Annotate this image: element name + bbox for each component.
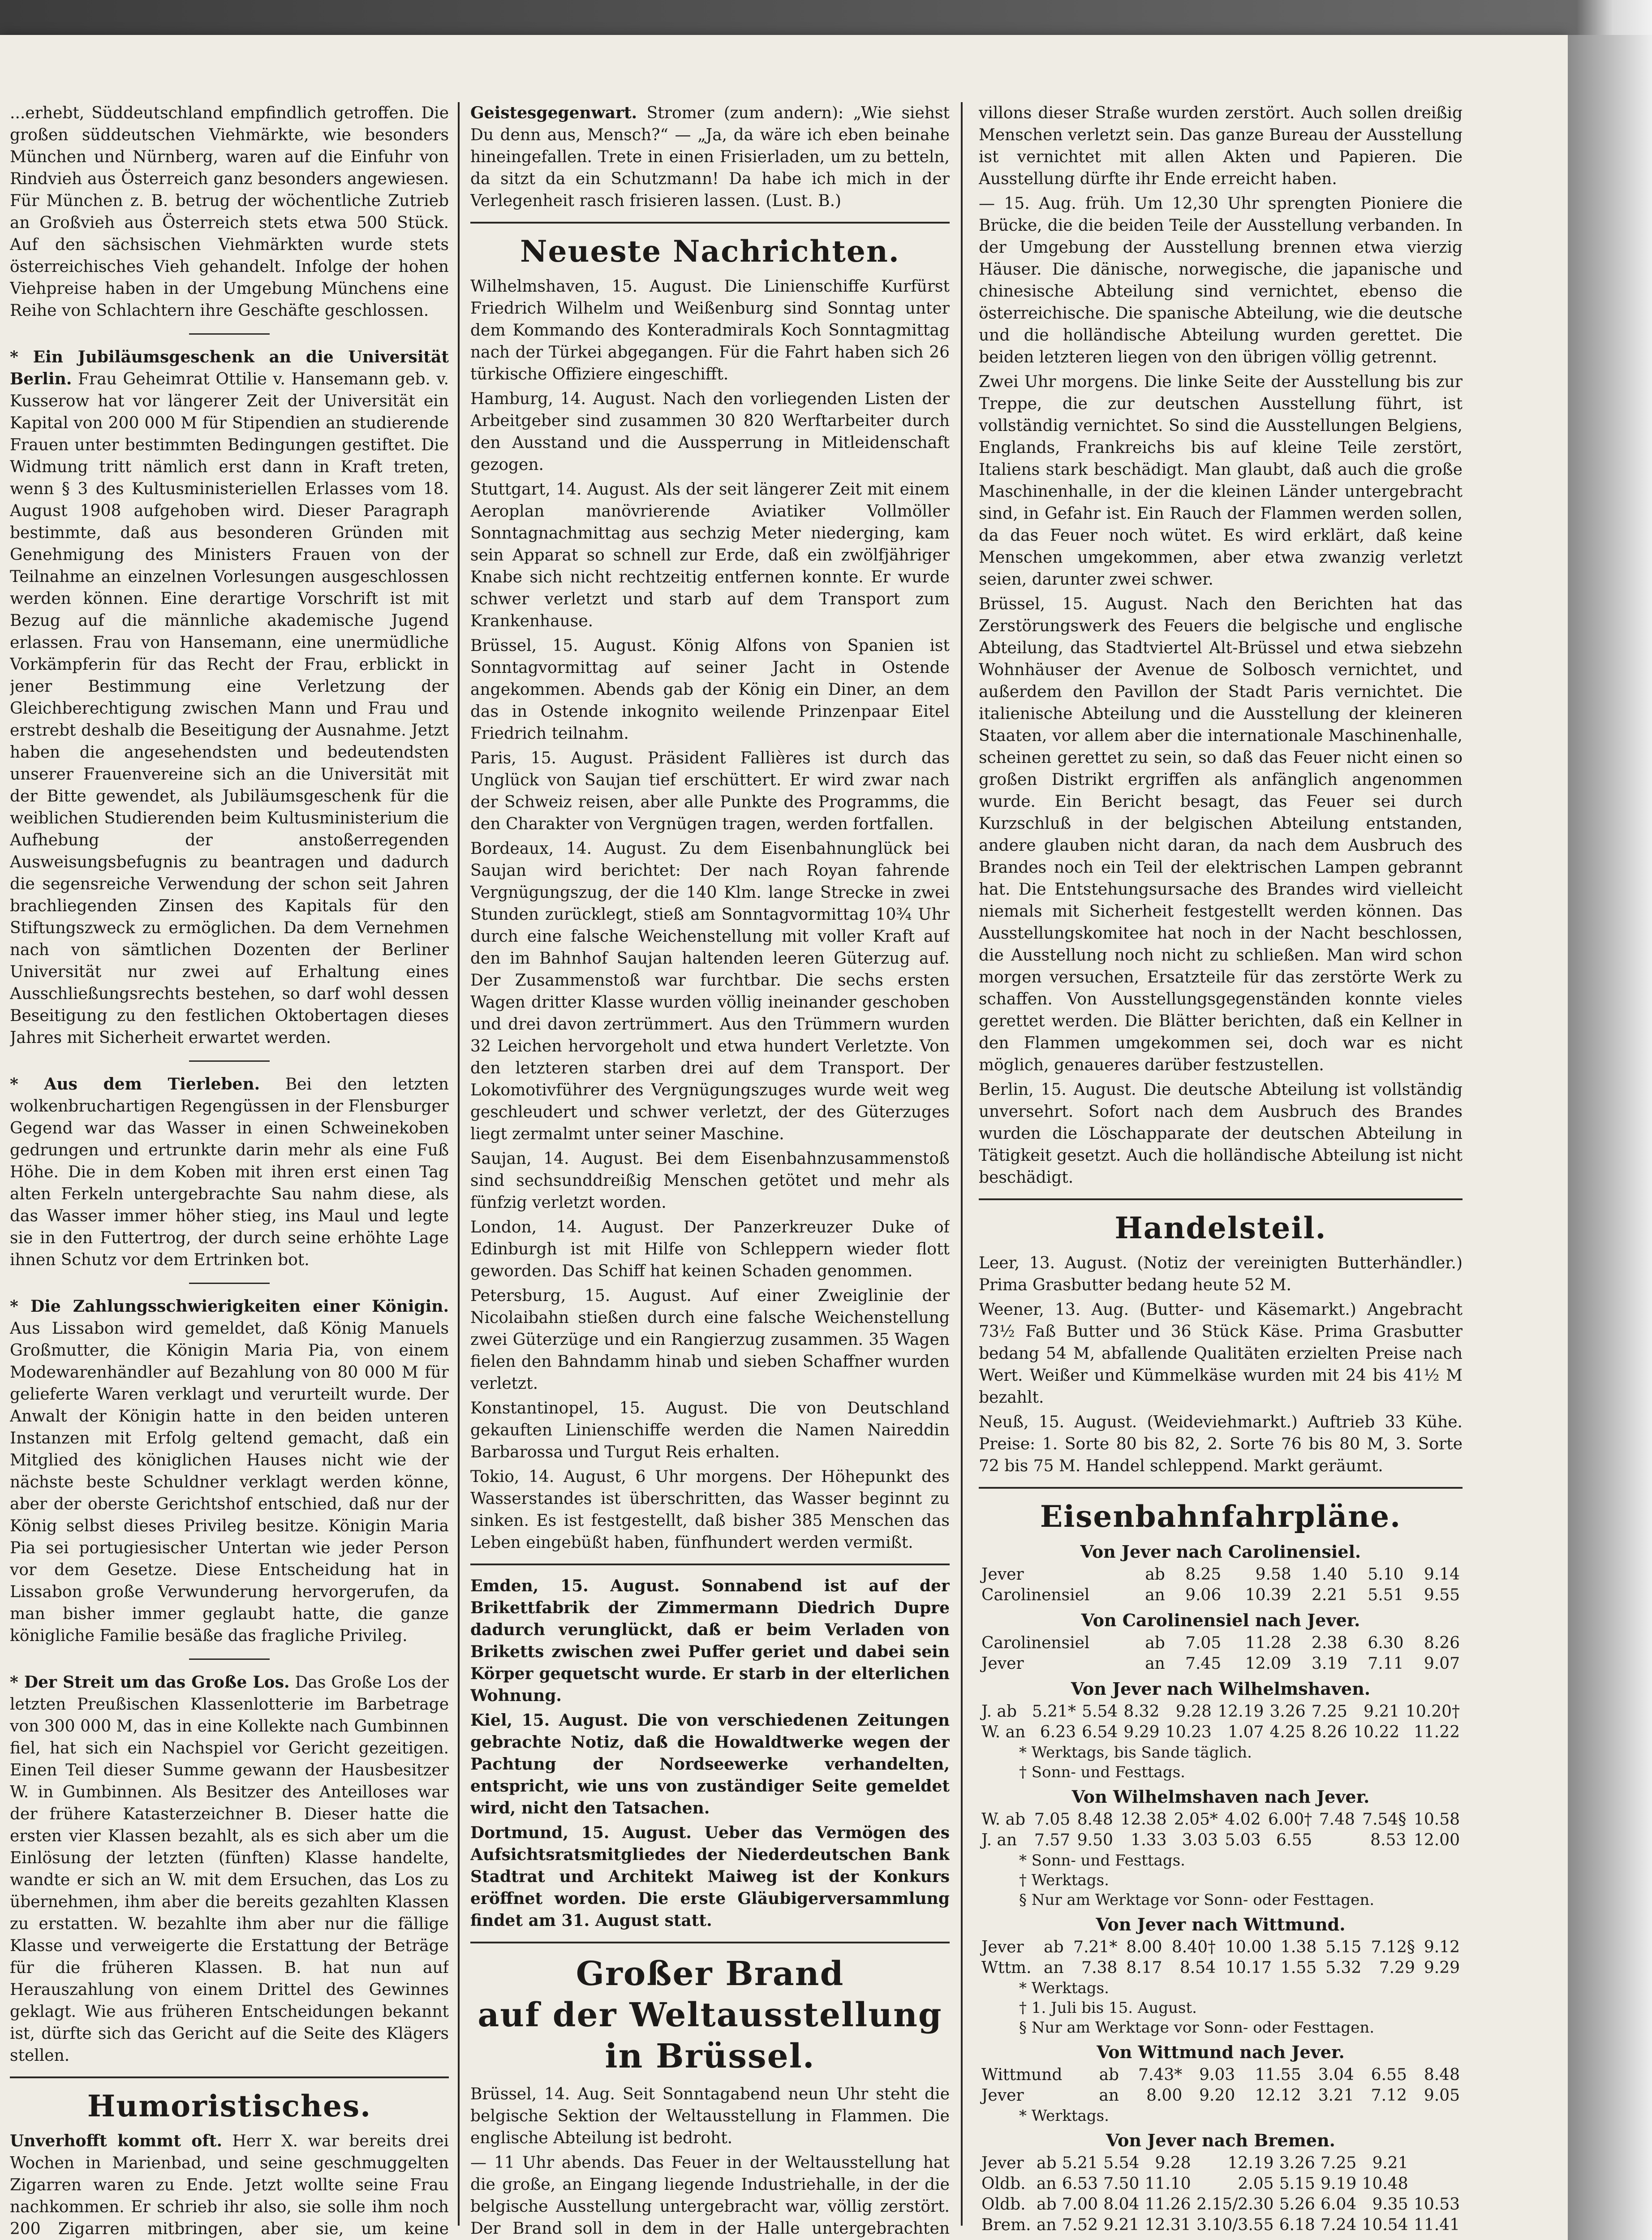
newspaper-page: [0, 35, 1568, 2240]
brand-report-continued: villons dieser Straße wurden zerstört. Auch sollen dreißig Menschen verletzt sein. Das ganze Bureau der Ausstellung ist vernichtet mit allen Akten und Papieren. Die Ausstellung dürfte ihr Ende erreicht haben.: [979, 104, 1463, 188]
timetable-cell: an: [1036, 2216, 1057, 2234]
bold-news-item: Emden, 15. August. Sonnabend ist auf der Brikettfabrik der Zimmermann Diedrich Dupre dadurch verunglückt, daß er beim Verladen von Briketts zwischen zwei Puffer geriet und dabei sein Körper gequetscht wurde. Er starb in der elterlichen Wohnung.: [470, 1577, 950, 1705]
news-item: Konstantinopel, 15. August. Die von Deutschland gekauften Linienschiffe werden die Namen Naireddin Barbarossa und Turgut Reis erhalten.: [470, 1399, 950, 1461]
timetable-cell: ab: [1037, 2154, 1057, 2172]
timetable-cell: 10.58: [1413, 1810, 1460, 1829]
timetable-cell: ab: [1145, 1565, 1165, 1584]
timetable: [979, 1937, 1463, 1978]
timetable-cell: Carolinensiel: [981, 1634, 1090, 1652]
market-report: Neuß, 15. August. (Weideviehmarkt.) Auftrieb 33 Kühe. Preise: 1. Sorte 80 bis 82, 2. Sorte 76 bis 80 M, 3. Sorte 72 bis 75 M. Handel schleppend. Markt geräumt.: [979, 1413, 1463, 1475]
timetable-note: † 1. Juli bis 15. August.: [1019, 1999, 1197, 2017]
timetable-row: [979, 1809, 1463, 1830]
timetable-title: Von Carolinensiel nach Jever.: [1081, 1610, 1360, 1630]
separator: [189, 1658, 270, 1660]
timetable-cell: 2.21: [1312, 1586, 1348, 1604]
headline-brand-line2: auf der Weltausstellung in Brüssel.: [478, 1996, 942, 2076]
timetable-note: § Nur am Werktage vor Sonn- oder Festtagen.: [1019, 2019, 1375, 2037]
timetable-title: Von Jever nach Bremen.: [1106, 2130, 1335, 2150]
timetable-cell: J. ab: [981, 1702, 1017, 1721]
news-item: Saujan, 14. August. Bei dem Eisenbahnzusammenstoß sind sechsunddreißig Menschen getötet und mehr als fünfzig verletzt worden.: [470, 1150, 950, 1212]
timetable-cell: 7.12: [1371, 2086, 1407, 2105]
timetable-cell: Brem.: [981, 2216, 1031, 2234]
timetable-cell: 9.05: [1424, 2086, 1460, 2105]
timetable-row: [979, 2194, 1463, 2215]
timetable-row: [979, 2153, 1463, 2174]
timetable-cell: 9.29: [1424, 1959, 1460, 1977]
timetable-cell: 9.12: [1424, 1938, 1460, 1956]
timetable-cell: 5.15: [1279, 2175, 1315, 2193]
timetable-cell: 5.03: [1225, 1831, 1261, 1849]
timetable-cell: 4.25: [1269, 1723, 1306, 1741]
market-report: Leer, 13. August. (Notiz der vereinigten Butterhändler.) Prima Grasbutter bedang heute 52 M.: [979, 1254, 1463, 1294]
timetable-row: [979, 1702, 1463, 1722]
timetable-cell: 5.21*: [1032, 1702, 1076, 1721]
timetable-cell: 6.30: [1368, 1634, 1404, 1652]
timetable-cell: 9.20: [1199, 2086, 1235, 2105]
timetable-cell: 7.43*: [1138, 2066, 1183, 2084]
timetable-cell: 7.00: [1062, 2195, 1098, 2214]
timetable-cell: ab: [1037, 2195, 1057, 2214]
timetable-cell: 6.00†: [1268, 1810, 1312, 1829]
timetable-cell: Oldb.: [981, 2175, 1026, 2193]
timetable-cell: Wittmund: [981, 2066, 1063, 2084]
timetable-cell: 7.54§: [1362, 1810, 1407, 1829]
timetable-cell: 1.33: [1131, 1831, 1167, 1849]
timetable-note: * Werktags.: [1019, 1979, 1109, 1997]
timetable: [979, 2065, 1463, 2106]
timetable-cell: 6.23: [1040, 1723, 1076, 1741]
brand-report-continued: — 15. Aug. früh. Um 12,30 Uhr sprengten Pioniere die Brücke, die die beiden Teile der Ausstellung verbanden. In der Umgebung der Ausstellung brennen etwa vierzig Häuser. Die dänische, norwegische, die japanische und chinesische Abteilung sind vernichtet, ebenso die österreichische. Die spanische Abteilung, wie die deutsche und die holländische Abteilung wurden gerettet. Die beiden letzteren liegen von den übrigen völlig getrennt.: [979, 194, 1463, 366]
timetable-cell: 11.22: [1413, 1723, 1460, 1741]
timetable-cell: 12.31: [1144, 2216, 1191, 2234]
timetable-cell: 3.10/3.55: [1196, 2216, 1274, 2234]
timetable-cell: 7.24: [1321, 2216, 1357, 2234]
timetable-cell: 7.57: [1034, 1831, 1071, 1849]
timetable-cell: 9.21: [1372, 2154, 1408, 2172]
timetable-row: [979, 1830, 1463, 1851]
timetable-note: * Werktags.: [1019, 2107, 1109, 2125]
timetable-cell: 11.41: [1413, 2216, 1460, 2234]
article-grosses-los: * Der Streit um das Große Los. Das Große Los der letzten Preußischen Klassenlotterie im Barbetrage von 300 000 M, das in eine Kollekte nach Gumbinnen fiel, hat sich ein Nachspiel vor Gericht gezeitigen. Einen Teil dieser Summe gewann der Hausbesitzer W. in Gumbinnen. Als Besitzer des Anteilloses war der frühere Katasterzeichner B. Dieser hatte die ersten vier Klassen bezahlt, als es sich aber um die Einlösung der letzten (fünften) Klasse handelte, wandte er sich an W. mit dem Ersuchen, das Los zu übernehmen, ihm aber die bereits gezahlten Klassen zu erstatten. W. bezahlte ihm aber nur die fällige Klasse und verweigerte die Erstattung der Beträge für die früheren Klassen. B. hat nun auf Herauszahlung von einem Drittel des Gewinnes geklagt. Wie aus früheren Entscheidungen bekannt ist, dürfte sich das Gericht auf die Seite des Klägers stellen.: [10, 1673, 449, 2065]
timetable-row: [979, 1937, 1463, 1958]
timetable-cell: 11.10: [1144, 2175, 1191, 2193]
timetable-cell: 7.48: [1319, 1810, 1355, 1829]
section-rule: [979, 1198, 1463, 1200]
news-item: London, 14. August. Der Panzerkreuzer Duke of Edinburgh ist mit Hilfe von Schleppern wieder flott geworden. Das Schiff hat keinen Schaden genommen.: [470, 1218, 950, 1280]
timetable-cell: 5.54: [1103, 2154, 1140, 2172]
timetable-title: Von Jever nach Carolinensiel.: [1080, 1542, 1361, 1562]
timetable-cell: 8.40†: [1171, 1938, 1216, 1956]
column-rule-2: [961, 102, 963, 2226]
timetable-cell: an: [1145, 1654, 1165, 1673]
timetable-cell: ab: [1145, 1634, 1165, 1652]
timetable-note: * Sonn- und Festtags.: [1019, 1852, 1185, 1870]
timetable-cell: an: [1044, 1959, 1064, 1977]
timetable-cell: 5.54: [1082, 1702, 1118, 1721]
timetable-cell: 8.26: [1311, 1723, 1347, 1741]
brand-report-continued: Brüssel, 15. August. Nach den Berichten hat das Zerstörungswerk des Feuers die belgische und englische Abteilung, das Stadtviertel Alt-Brüssel und etwa siebzehn Wohnhäuser der Avenue de Solbosch vernichtet, und außerdem den Pavillon der Stadt Paris vernichtet. Die italienische Abteilung und die Ausstellung der kleineren Staaten, vor allem aber die internationale Maschinenhalle, scheinen gerettet zu sein, so daß das Feuer nicht einen so großen Distrikt ergriffen als anfänglich angenommen wurde. Ein Bericht besagt, das Feuer sei durch Kurzschluß in der belgischen Abteilung entstanden, andere glauben nicht daran, da nach dem Ausbruch des Brandes noch ein Teil der elektrischen Lampen gebrannt hat. Die Entstehungsursache des Brandes wird vielleicht niemals mit Sicherheit festgestellt werden können. Das Ausstellungskomitee hat noch in der Nacht beschlossen, die Ausstellung noch nicht zu schließen. Man wird schon morgen versuchen, Ersatzteile für das zerstörte Werk zu schaffen. Von Ausstellungsgegenständen konnte vieles gerettet werden. Die Blätter berichten, daß ein Kellner in den Flammen umgekommen sei, doch war es nicht möglich, genaueres darüber festzustellen.: [979, 595, 1463, 1074]
timetable: [979, 1702, 1463, 1743]
timetable-cell: 10.53: [1413, 2195, 1460, 2214]
timetable-cell: 7.21*: [1073, 1938, 1118, 1956]
timetable-cell: 8.00: [1126, 1938, 1162, 1956]
timetable-row: [979, 1722, 1463, 1743]
timetable-cell: 8.48: [1424, 2066, 1460, 2084]
timetable-cell: 7.11: [1368, 1654, 1404, 1673]
timetable-cell: 9.50: [1077, 1831, 1113, 1849]
timetable-cell: Jever: [981, 1654, 1024, 1673]
timetable-cell: 5.21: [1062, 2154, 1098, 2172]
news-item: Tokio, 14. August, 6 Uhr morgens. Der Höhepunkt des Wasserstandes ist überschritten, das Wasser beginnt zu sinken. Es ist festgestellt, daß bisher 385 Menschen das Leben eingebüßt haben, fünfhundert werden vermißt.: [470, 1468, 950, 1552]
timetable-cell: 11.26: [1144, 2195, 1191, 2214]
timetable-cell: 9.21: [1103, 2216, 1140, 2234]
section-heading-humor: Humoristisches.: [87, 2089, 372, 2124]
timetable: [979, 2153, 1463, 2236]
timetable-cell: 10.39: [1245, 1586, 1291, 1604]
timetable-cell: 9.03: [1199, 2066, 1235, 2084]
timetable-cell: 6.55: [1371, 2066, 1407, 2084]
timetable-row: [979, 1585, 1463, 1606]
timetable-cell: 9.14: [1424, 1565, 1460, 1584]
section-rule: [979, 1487, 1463, 1489]
humor-item-1: Unverhofft kommt oft. Herr X. war bereits drei Wochen in Marienbad, und seine geschmuggelten Zigarren waren zu Ende. Jetzt wollte seine Frau nachkommen. Er schrieb ihr also, sie solle ihm noch 200 Zigarren mitbringen, aber sie, um keine: [10, 2132, 449, 2238]
timetable-cell: 8.17: [1126, 1959, 1162, 1977]
timetable-row: [979, 2174, 1463, 2194]
humor-item-4: Geistesgegenwart. Stromer (zum andern): „Wie siehst Du denn aus, Mensch?“ — „Ja, da wäre ich eben beinahe hineingefallen. Trete in einen Frisierladen, um zu betteln, da sitzt da ein Schutzmann! Da habe ich mich in der Verlegenheit rasch frisieren lassen. (Lust. B.): [470, 103, 950, 210]
scanner-edge: [1568, 35, 1652, 2240]
timetable-cell: 1.38: [1280, 1938, 1317, 1956]
news-item: Stuttgart, 14. August. Als der seit längerer Zeit mit einem Aeroplan manövrierende Aviatiker Vollmöller Sonntagnachmittag aus sechzig Meter niederging, kam sein Apparat so schnell zur Erde, daß ein zwölfjähriger Knabe sich nicht rechtzeitig entfernen konnte. Er wurde schwer verletzt und starb auf dem Transport zum Krankenhause.: [470, 480, 950, 630]
section-heading-handel: Handelsteil.: [1114, 1210, 1327, 1245]
timetable-cell: 6.53: [1062, 2175, 1098, 2193]
timetable: [979, 1809, 1463, 1851]
timetable-cell: 1.55: [1280, 1959, 1317, 1977]
timetable-cell: 8.54: [1179, 1959, 1216, 1977]
news-item: Hamburg, 14. August. Nach den vorliegenden Listen der Arbeitgeber sind zusammen 30 820 Werftarbeiter durch den Ausstand und die Aussperrung in Mitleidenschaft gezogen.: [470, 390, 950, 474]
timetable: [979, 1633, 1463, 1674]
brand-report-continued: Berlin, 15. August. Die deutsche Abteilung ist vollständig unversehrt. Sofort nach dem Ausbruch des Brandes wurden die Löschapparate der deutschen Abteilung in Tätigkeit gesetzt. Auch die holländische Abteilung ist nicht beschädigt.: [979, 1081, 1463, 1187]
separator: [189, 333, 270, 335]
timetable-cell: 2.15/2.30: [1196, 2195, 1274, 2214]
timetable-cell: Oldb.: [981, 2195, 1026, 2214]
headline-brand-line1: Großer Brand: [576, 1955, 844, 1993]
timetable-cell: 7.05: [1034, 1810, 1071, 1829]
timetable-note: † Sonn- und Festtags.: [1019, 1763, 1185, 1781]
section-rule: [470, 1564, 950, 1565]
timetable-cell: 7.45: [1185, 1654, 1222, 1673]
timetable-cell: 9.06: [1185, 1586, 1222, 1604]
column-2: [470, 102, 950, 2240]
timetable-cell: 2.05: [1238, 2175, 1274, 2193]
timetable-cell: 8.26: [1424, 1634, 1460, 1652]
brand-report-continued: Zwei Uhr morgens. Die linke Seite der Ausstellung bis zur Treppe, die zur deutschen Ausstellung führt, ist vollständig vernichtet. So sind die Ausstellungen Belgiens, Englands, Frankreichs bis auf kleine Teile zerstört, Italiens stark beschädigt. Man glaubt, daß auch die große Maschinenhalle, in der die kleinen Länder untergebracht sind, in Gefahr ist. Ein Rauch der Flammen werden sollen, da das Feuer noch wütet. Es wird erklärt, daß keine Menschen umgekommen, aber etwa zwanzig verletzt seien, darunter zwei schwer.: [979, 373, 1463, 589]
timetable-cell: 3.21: [1318, 2086, 1354, 2105]
article-viehmarkt-continued: ...erhebt, Süddeutschland empfindlich getroffen. Die großen süddeutschen Viehmärkte, wie besonders München und Nürnberg, waren auf die Einfuhr von Rindvieh aus Österreich ganz besonders angewiesen. Für München z. B. betrug der wöchentliche Zutrieb an Großvieh aus Österreich stets etwa 500 Stück. Auf den sächsischen Viehmärkten wurde stets österreichisches Vieh gehandelt. Infolge der hohen Viehpreise haben in der Umgebung Münchens eine Reihe von Schlachtern ihre Geschäfte geschlossen.: [10, 104, 449, 320]
timetable-cell: 8.53: [1370, 1831, 1407, 1849]
timetable-cell: 4.02: [1225, 1810, 1261, 1829]
news-item: Wilhelmshaven, 15. August. Die Linienschiffe Kurfürst Friedrich Wilhelm und Weißenburg sind Sonntag unter dem Kommando des Konteradmirals Koch Sonntagmittag nach der Türkei abgegangen. Für die Fahrt haben sich 26 türkische Offiziere eingeschifft.: [470, 277, 950, 383]
timetable-title: Von Wittmund nach Jever.: [1097, 2042, 1345, 2062]
timetable-cell: an: [1036, 2175, 1057, 2193]
timetable-row: [979, 1633, 1463, 1654]
timetable-cell: 6.18: [1279, 2216, 1315, 2234]
timetable-cell: 7.05: [1185, 1634, 1222, 1652]
timetable-cell: 7.25: [1311, 1702, 1347, 1721]
timetable-cell: ab: [1044, 1938, 1064, 1956]
timetable-cell: 6.55: [1276, 1831, 1312, 1849]
news-item: Brüssel, 15. August. König Alfons von Spanien ist Sonntagvormittag auf seiner Jacht in Ostende angekommen. Abends gab der König ein Diner, an dem das in Ostende inkognito weilende Prinzenpaar Eitel Friedrich teilnahm.: [470, 637, 950, 743]
timetable-cell: 11.28: [1245, 1634, 1291, 1652]
timetable-cell: an: [1145, 1586, 1165, 1604]
article-jubilaeum: * Ein Jubiläumsgeschenk an die Universität Berlin. Frau Geheimrat Ottilie v. Hansemann geb. v. Kusserow hat vor längerer Zeit der Universität ein Kapital von 200 000 M für Stipendien an studierende Frauen unter bestimmten Bedingungen gestiftet. Die Widmung tritt nämlich erst dann in Kraft treten, wenn § 3 des Kultusministeriellen Erlasses vom 18. August 1908 aufgehoben wird. Dieser Paragraph bestimmte, daß aus besonderen Gründen mit Genehmigung des Ministers Frauen von der Teilnahme an einzelnen Vorlesungen ausgeschlossen werden können. Eine derartige Vorschrift ist mit Bezug auf die männliche akademische Jugend erlassen. Frau von Hansemann, eine unermüdliche Vorkämpferin für das Recht der Frau, erblickt in jener Bestimmung eine Verletzung der Gleichberechtigung zwischen Mann und Frau und erstrebt deshalb die Beseitigung der Ausnahme. Jetzt haben die angesehendsten und bedeutendsten unserer Frauenvereine sich an die Universität mit der Bitte gewendet, als Jubiläumsgeschenk für die weiblichen Studierenden beim Kultusministerium die Aufhebung der anstoßerregenden Ausweisungsbefugnis zu beantragen und dadurch die segensreiche Verwendung der schon seit Jahren brachliegenden Zinsen des Kapitals für den Stiftungszweck zu ermöglichen. Da dem Vernehmen nach von sämtlichen Dozenten der Berliner Universität nur zwei auf Erhaltung eines Ausschließungsrechts bestehen, so darf wohl dessen Beseitigung zu den festlichen Oktobertagen dieses Jahres mit Sicherheit erwartet werden.: [10, 348, 449, 1047]
section-rule: [10, 2076, 449, 2078]
timetable-cell: 12.19: [1217, 1702, 1264, 1721]
timetable-cell: 12.00: [1413, 1831, 1460, 1849]
timetable-cell: 1.07: [1228, 1723, 1264, 1741]
timetable-cell: W. an: [981, 1723, 1026, 1741]
timetable-cell: 10.17: [1225, 1959, 1272, 1977]
timetable-cell: Jever: [981, 1938, 1024, 1956]
timetable-cell: 2.38: [1312, 1634, 1348, 1652]
timetable-cell: 10.22: [1353, 1723, 1400, 1741]
timetable-cell: 9.28: [1175, 1702, 1212, 1721]
timetable-cell: 1.40: [1312, 1565, 1348, 1584]
timetable-cell: 9.55: [1424, 1586, 1460, 1604]
section-heading-news: Neueste Nachrichten.: [520, 234, 900, 269]
timetable-cell: 6.04: [1321, 2195, 1357, 2214]
timetable-row: [979, 2215, 1463, 2236]
timetable-cell: 12.38: [1120, 1810, 1167, 1829]
timetable-cell: 12.12: [1255, 2086, 1301, 2105]
news-item: Bordeaux, 14. August. Zu dem Eisenbahnunglück bei Saujan wird berichtet: Der nach Royan fahrende Vergnügungszug, der die 140 Klm. lange Strecke in zwei Stunden zurücklegt, stieß am Sonntagvormittag 10¾ Uhr durch eine falsche Weichenstellung mit voller Kraft auf den im Bahnhof Saujan haltenden leeren Güterzug auf. Der Zusammenstoß war furchtbar. Die sechs ersten Wagen dritter Klasse wurden völlig ineinander geschoben und drei davon zertrümmert. Aus den Trümmern wurden 32 Leichen hervorgeholt und etwa hundert Verletzte. Von den letzteren starben drei auf dem Transport. Der Lokomotivführer des Vergnügungszuges wurde weit weg geschleudert und schwer verletzt, der des Güterzuges liegt zermalmt unter seiner Maschine.: [470, 840, 950, 1143]
timetable-cell: 9.21: [1364, 1702, 1400, 1721]
timetable-title: Von Jever nach Wittmund.: [1096, 1914, 1346, 1934]
timetable-cell: 3.26: [1269, 1702, 1306, 1721]
timetable-cell: 5.10: [1368, 1565, 1404, 1584]
timetables: [979, 1541, 1463, 2240]
timetable-row: [979, 1654, 1463, 1674]
timetable-title: Von Jever nach Wilhelmshaven.: [1071, 1679, 1371, 1699]
timetable-cell: 2.05*: [1174, 1810, 1218, 1829]
timetable-cell: Jever: [981, 2086, 1024, 2105]
timetable-cell: 3.04: [1318, 2066, 1354, 2084]
timetable-cell: 9.29: [1123, 1723, 1160, 1741]
timetable-cell: 6.54: [1082, 1723, 1118, 1741]
timetable-cell: 9.58: [1255, 1565, 1291, 1584]
timetable-cell: 12.19: [1227, 2154, 1274, 2172]
timetable-cell: Jever: [981, 1565, 1024, 1584]
timetable-note: * Werktags, bis Sande täglich.: [1019, 1744, 1252, 1762]
timetable-cell: 9.35: [1372, 2195, 1408, 2214]
timetable-cell: 8.04: [1103, 2195, 1140, 2214]
timetable-cell: 8.48: [1077, 1810, 1113, 1829]
timetable-cell: 8.00: [1146, 2086, 1183, 2105]
timetable-cell: 7.52: [1062, 2216, 1098, 2234]
timetable-cell: 8.32: [1123, 1702, 1160, 1721]
timetable-cell: 9.07: [1424, 1654, 1460, 1673]
separator: [189, 1060, 270, 1062]
timetable-cell: 10.48: [1362, 2175, 1408, 2193]
bold-news-item: Dortmund, 15. August. Ueber das Vermögen des Aufsichtsratsmitgliedes der Niederdeutschen Bank Stadtrat und Architekt Maiweg ist der Konkurs eröffnet worden. Die erste Gläubigerversammlung findet am 31. August statt.: [470, 1823, 950, 1930]
section-heading-fahrplaene: Eisenbahnfahrpläne.: [1040, 1499, 1402, 1534]
timetable: [979, 1564, 1463, 1606]
timetable-cell: 10.00: [1225, 1938, 1272, 1956]
timetable-cell: 7.38: [1081, 1959, 1118, 1977]
timetable-cell: 7.12§: [1371, 1938, 1415, 1956]
article-tierleben: * Aus dem Tierleben. Bei den letzten wolkenbruchartigen Regengüssen in der Flensburger Gegend war das Wasser in einen Schweinekoben gedrungen und ertrunkte darin mehr als eine Fuß Höhe. Die in dem Koben mit ihren erst einen Tag alten Ferkeln untergebrachte Sau nahm diese, als das Wasser immer höher stieg, ins Maul und legte sie in den Futtertrog, der durch seine erhöhte Lage ihnen Schutz vor dem Ertrinken bot.: [10, 1075, 449, 1269]
timetable-cell: 9.28: [1155, 2154, 1191, 2172]
timetable-row: [979, 1564, 1463, 1585]
timetable-cell: Jever: [981, 2154, 1024, 2172]
timetable-title: Von Wilhelmshaven nach Jever.: [1071, 1787, 1370, 1807]
separator: [189, 1283, 270, 1284]
column-1: [10, 102, 449, 2240]
timetable-cell: 11.55: [1255, 2066, 1301, 2084]
timetable-cell: 3.03: [1182, 1831, 1218, 1849]
brand-report: — 11 Uhr abends. Das Feuer in der Weltausstellung hat die große, an Eingang liegende Industriehalle, in der die belgische Ausstellung untergebracht war, völlig zerstört. Der Brand soll in dem in der Halle untergebrachten: [470, 2154, 950, 2238]
article-koenigin: * Die Zahlungsschwierigkeiten einer Königin. Aus Lissabon wird gemeldet, daß König Manuels Großmutter, die Königin Maria Pia, von einem Modewarenhändler auf Bezahlung von 80 000 M für gelieferte Waren verklagt und verurteilt wurde. Der Anwalt der Königin hatte in den beiden unteren Instanzen mit Erfolg geltend gemacht, daß ein Mitglied des königlichen Hauses nicht wie der nächste beste Schuldner verklagt werden könne, aber der oberste Gerichtshof entschied, daß nur der König selbst dieses Privileg besitze. Königin Maria Pia sei portugiesischer Untertan wie jeder Person vor dem Gesetze. Diese Entscheidung hat in Lissabon große Verwunderung hervorgerufen, da man bisher immer geglaubt hatte, die ganze königliche Familie besäße das fragliche Privileg.: [10, 1297, 449, 1645]
timetable-cell: Carolinensiel: [981, 1586, 1090, 1604]
timetable-cell: 5.26: [1279, 2195, 1315, 2214]
brand-report: Brüssel, 14. Aug. Seit Sonntagabend neun Uhr steht die belgische Sektion der Weltausstellung in Flammen. Die englische Abteilung ist bedroht.: [470, 2085, 950, 2147]
timetable-cell: 10.23: [1165, 1723, 1212, 1741]
news-item: Paris, 15. August. Präsident Fallières ist durch das Unglück von Saujan tief erschüttert. Er wird zwar nach der Schweiz reisen, aber alle Punkte des Programms, die den Charakter von Vergnügen tragen, werden fortfallen.: [470, 749, 950, 833]
timetable-cell: 7.25: [1321, 2154, 1357, 2172]
bold-news-item: Kiel, 15. August. Die von verschiedenen Zeitungen gebrachte Notiz, daß die Howaldtwerke wegen der Pachtung der Nordseewerke verhandelten, entspricht, wie uns von zuständiger Seite gemeldet wird, nicht den Tatsachen.: [470, 1711, 950, 1818]
timetable-cell: 7.50: [1103, 2175, 1140, 2193]
timetable-cell: 5.15: [1325, 1938, 1362, 1956]
timetable-cell: 12.09: [1245, 1654, 1291, 1673]
timetable-cell: W. ab: [981, 1810, 1026, 1829]
timetable-cell: 10.20†: [1405, 1702, 1460, 1721]
timetable-row: [979, 1958, 1463, 1978]
timetable-cell: 8.25: [1185, 1565, 1222, 1584]
timetable-row: [979, 2065, 1463, 2085]
column-3: [979, 102, 1463, 2240]
section-rule: [470, 222, 950, 224]
timetable-cell: Wttm.: [981, 1959, 1032, 1977]
timetable-cell: [1315, 1830, 1358, 1851]
timetable-cell: 9.19: [1321, 2175, 1357, 2193]
timetable-cell: 7.29: [1379, 1959, 1415, 1977]
timetable-cell: 3.26: [1279, 2154, 1315, 2172]
timetable-cell: 3.19: [1312, 1654, 1348, 1673]
timetable-note: § Nur am Werktage vor Sonn- oder Festtagen.: [1019, 1891, 1375, 1909]
timetable-note: † Werktags.: [1019, 1871, 1109, 1889]
timetable-row: [979, 2085, 1463, 2106]
market-report: Weener, 13. Aug. (Butter- und Käsemarkt.) Angebracht 73½ Faß Butter und 36 Stück Käse. Prima Grasbutter bedang 54 M, abfallende Qualitäten erzielten Preise nach Wert. Weißer und Kümmelkäse wurden mit 24 bis 41½ M bezahlt.: [979, 1301, 1463, 1407]
news-item: Petersburg, 15. August. Auf einer Zweiglinie der Nicolaibahn stießen durch eine falsche Weichenstellung zwei Güterzüge und ein Rangierzug zusammen. 35 Wagen fielen den Bahndamm hinab und sieben Schaffner wurden verletzt.: [470, 1287, 950, 1393]
timetable-cell: 5.51: [1368, 1586, 1404, 1604]
timetable-cell: 5.32: [1325, 1959, 1362, 1977]
timetable-cell: J. an: [981, 1831, 1017, 1849]
timetable-cell: ab: [1099, 2066, 1119, 2084]
section-rule: [470, 1942, 950, 1943]
column-rule-1: [458, 102, 460, 2226]
timetable-cell: an: [1099, 2086, 1119, 2105]
timetable-cell: 10.54: [1362, 2216, 1408, 2234]
